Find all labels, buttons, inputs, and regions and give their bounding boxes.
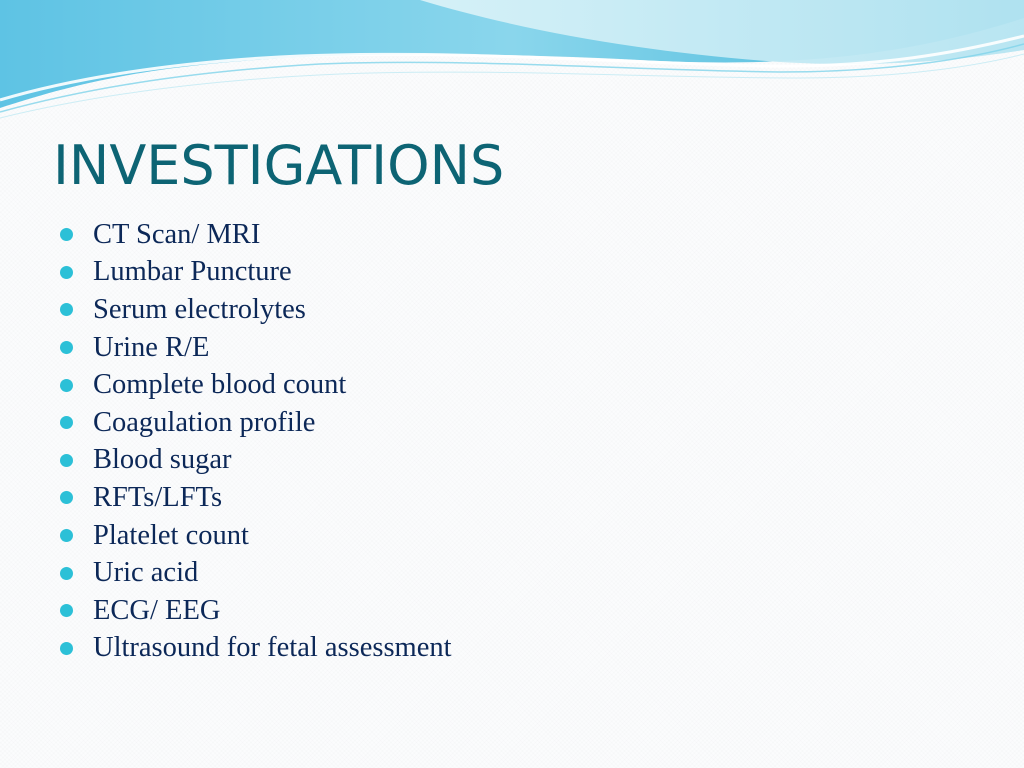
list-item xyxy=(60,479,452,517)
list-item xyxy=(60,404,452,442)
bullet-icon xyxy=(60,379,73,392)
list-item-text: Coagulation profile xyxy=(93,406,316,438)
list-item xyxy=(60,254,452,292)
bullet-icon xyxy=(60,341,73,354)
header-wave-decoration xyxy=(0,0,1024,130)
investigations-list xyxy=(60,216,452,667)
list-item-text: Uric acid xyxy=(93,557,199,589)
list-item xyxy=(60,442,452,480)
list-item-text: Lumbar Puncture xyxy=(93,256,292,288)
bullet-icon xyxy=(60,228,73,241)
bullet-icon xyxy=(60,529,73,542)
bullet-icon xyxy=(60,303,73,316)
list-item xyxy=(60,554,452,592)
list-item xyxy=(60,592,452,630)
list-item-text: CT Scan/ MRI xyxy=(93,218,261,250)
bullet-icon xyxy=(60,567,73,580)
list-item-text: Ultrasound for fetal assessment xyxy=(93,632,452,664)
bullet-icon xyxy=(60,642,73,655)
list-item xyxy=(60,630,452,668)
list-item-text: RFTs/LFTs xyxy=(93,481,223,513)
list-item-text: Serum electrolytes xyxy=(93,293,306,325)
list-item xyxy=(60,517,452,555)
bullet-icon xyxy=(60,416,73,429)
bullet-icon xyxy=(60,454,73,467)
list-item xyxy=(60,366,452,404)
list-item xyxy=(60,329,452,367)
list-item-text: Blood sugar xyxy=(93,444,232,476)
list-item xyxy=(60,291,452,329)
bullet-icon xyxy=(60,491,73,504)
list-item-text: ECG/ EEG xyxy=(93,594,221,626)
list-item-text: Platelet count xyxy=(93,519,249,551)
list-item xyxy=(60,216,452,254)
bullet-icon xyxy=(60,266,73,279)
slide-title: INVESTIGATIONS xyxy=(53,134,505,197)
list-item-text: Urine R/E xyxy=(93,331,210,363)
bullet-icon xyxy=(60,604,73,617)
list-item-text: Complete blood count xyxy=(93,369,347,401)
